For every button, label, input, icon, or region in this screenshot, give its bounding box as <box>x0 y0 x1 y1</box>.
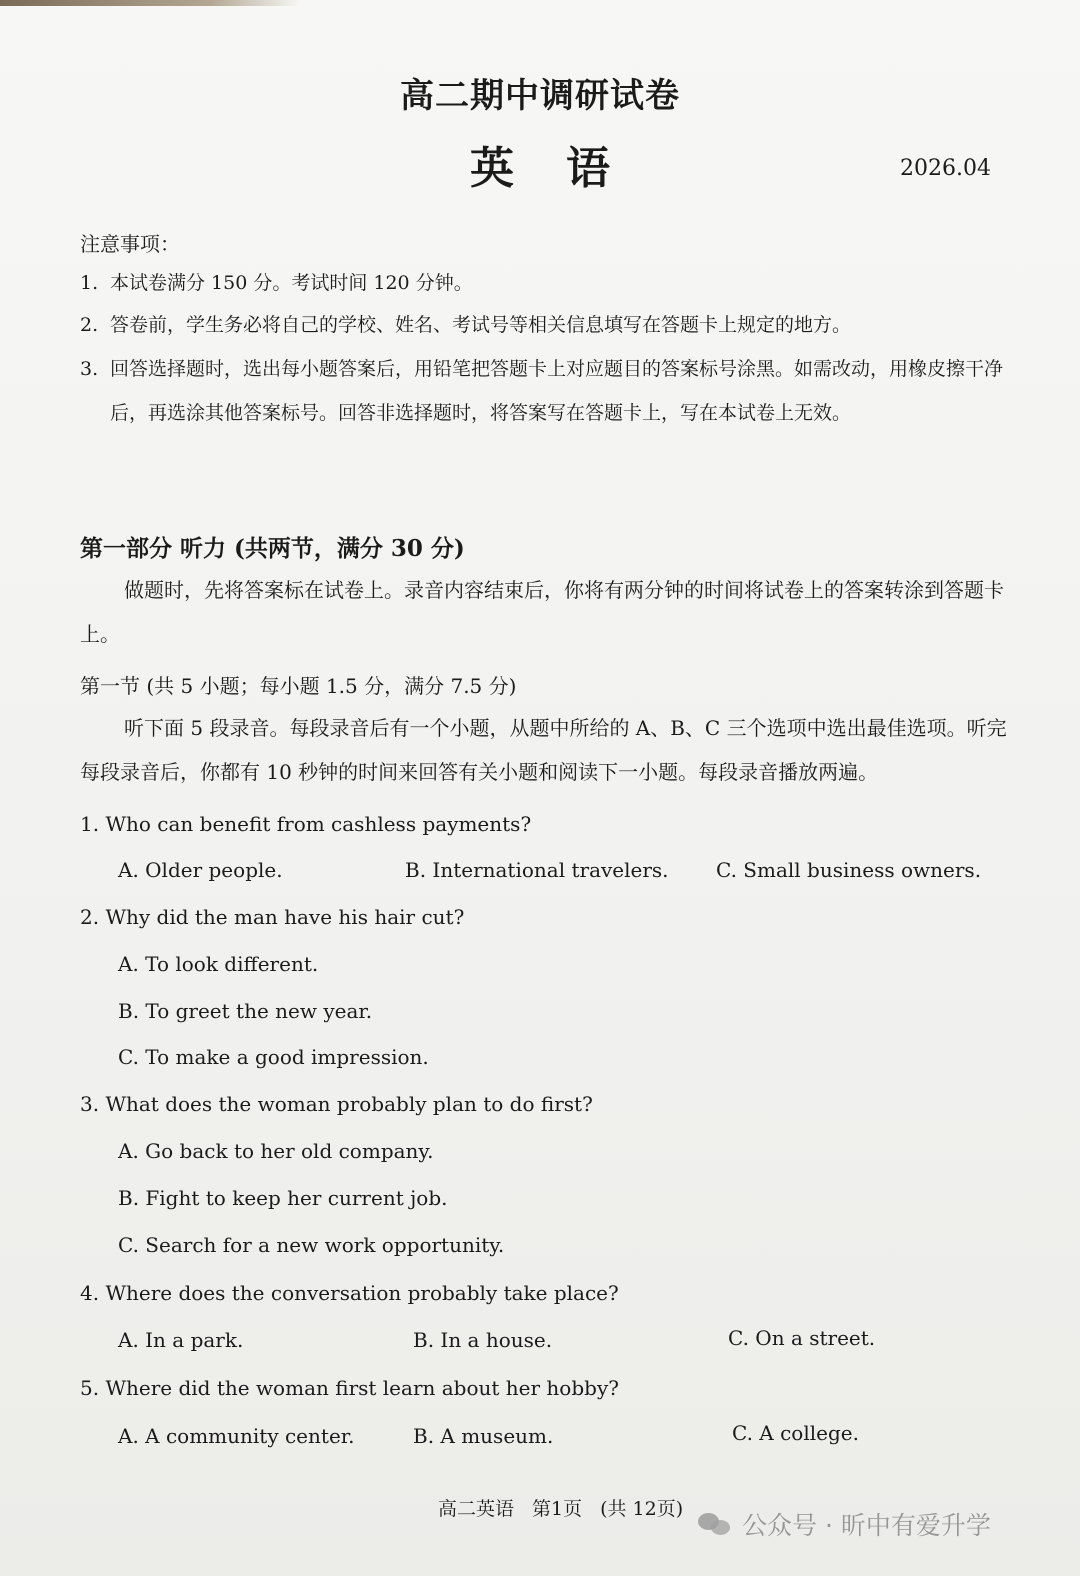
option-a: A. Older people. <box>118 858 283 882</box>
exam-date: 2026.04 <box>900 156 991 181</box>
note-number: 3. <box>80 358 99 380</box>
option-b: B. A museum. <box>413 1424 554 1448</box>
section1-heading: 第一节 (共 5 小题；每小题 1.5 分，满分 7.5 分) <box>80 674 517 698</box>
option-a: A. Go back to her old company. <box>118 1139 434 1163</box>
option-c: C. A college. <box>732 1421 859 1445</box>
exam-subject: 英语 <box>470 143 662 194</box>
option-b: B. Fight to keep her current job. <box>118 1186 448 1210</box>
question-stem: 3. What does the woman probably plan to do first? <box>80 1092 593 1116</box>
question-stem: 5. Where did the woman first learn about her hobby? <box>80 1376 619 1400</box>
question-stem: 4. Where does the conversation probably take place? <box>80 1281 619 1305</box>
wechat-icon <box>698 1511 732 1537</box>
question-stem: 2. Why did the man have his hair cut? <box>80 905 465 929</box>
watermark-text: 公众号 · 昕中有爱升学 <box>742 1511 991 1540</box>
option-c: C. Small business owners. <box>716 858 982 882</box>
note-item <box>80 261 1010 305</box>
footer-page: 第1页 <box>532 1498 583 1520</box>
option-a: A. In a park. <box>118 1328 244 1352</box>
note-item <box>80 303 1010 347</box>
page-footer <box>438 1494 701 1521</box>
section1-intro: 听下面 5 段录音。每段录音后有一个小题，从题中所给的 A、B、C 三个选项中选出最佳选项。听完每段录音后，你都有 10 秒钟的时间来回答有关小题和阅读下一小题。每段录音播放两遍。 <box>80 716 1007 784</box>
note-item <box>80 347 1010 435</box>
footer-subject: 高二英语 <box>438 1498 515 1520</box>
option-b: B. To greet the new year. <box>118 999 373 1023</box>
note-text: 回答选择题时，选出每小题答案后，用铅笔把答题卡上对应题目的答案标号涂黑。如需改动，用橡皮擦干净后，再选涂其他答案标号。回答非选择题时，将答案写在答题卡上，写在本试卷上无效。 <box>110 358 1004 424</box>
option-a: A. A community center. <box>118 1424 355 1448</box>
question-stem: 1. Who can benefit from cashless payments? <box>80 812 532 836</box>
option-c: C. To make a good impression. <box>118 1045 429 1069</box>
part1-intro: 做题时，先将答案标在试卷上。录音内容结束后，你将有两分钟的时间将试卷上的答案转涂到答题卡上。 <box>80 578 1004 646</box>
footer-total: (共 12页) <box>600 1498 684 1520</box>
option-b: B. International travelers. <box>405 858 669 882</box>
exam-title: 高二期中调研试卷 <box>400 76 680 116</box>
option-a: A. To look different. <box>118 952 319 976</box>
note-number: 2. <box>80 314 99 336</box>
notes-title: 注意事项： <box>80 232 180 256</box>
note-number: 1. <box>80 272 99 294</box>
part1-heading: 第一部分 听力 (共两节，满分 30 分) <box>80 535 465 562</box>
option-c: C. On a street. <box>728 1326 876 1350</box>
note-text: 本试卷满分 150 分。考试时间 120 分钟。 <box>110 272 473 294</box>
option-b: B. In a house. <box>413 1328 553 1352</box>
option-c: C. Search for a new work opportunity. <box>118 1233 505 1257</box>
paper-edge-shadow <box>0 0 300 6</box>
note-text: 答卷前，学生务必将自己的学校、姓名、考试号等相关信息填写在答题卡上规定的地方。 <box>110 314 852 336</box>
watermark <box>698 1506 991 1542</box>
